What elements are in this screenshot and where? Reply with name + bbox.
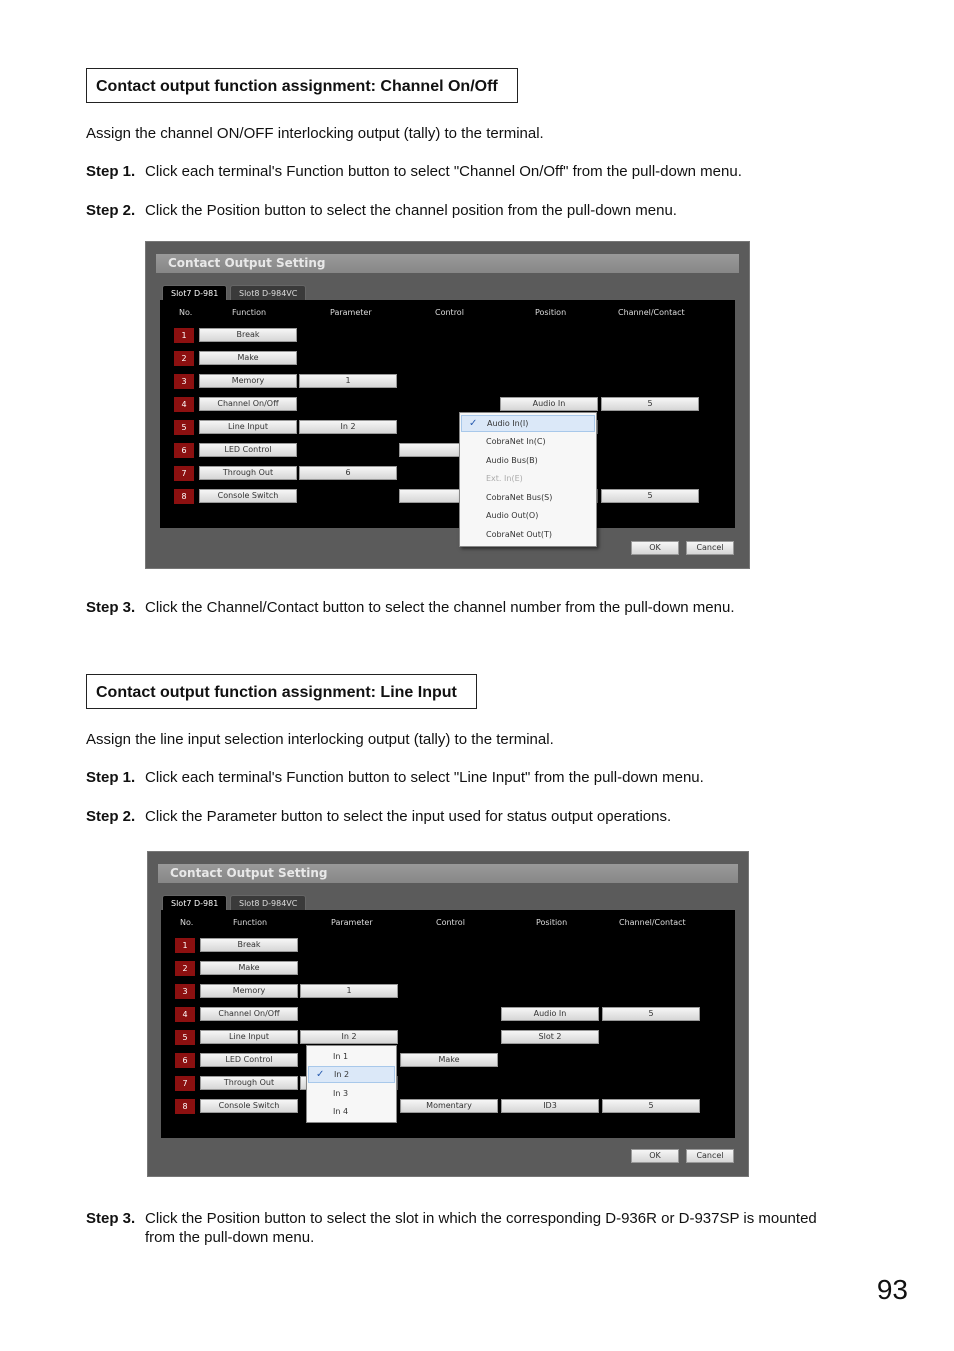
dropdown-option[interactable]: CobraNet Bus(S) xyxy=(486,493,553,502)
section2-intro: Assign the line input selection interlocking output (tally) to the terminal. xyxy=(86,731,554,748)
contact-output-setting-window-1 xyxy=(145,241,750,569)
dropdown-option[interactable]: In 1 xyxy=(333,1052,349,1061)
dropdown-option[interactable]: In 4 xyxy=(333,1107,349,1116)
row-number: 1 xyxy=(174,328,194,343)
checkmark-icon: ✓ xyxy=(316,1069,325,1080)
channel-button[interactable]: 5 xyxy=(601,397,699,411)
row-number: 5 xyxy=(175,1030,195,1045)
row-number: 7 xyxy=(175,1076,195,1091)
tab-slot7[interactable]: Slot7 D-981 xyxy=(162,895,227,910)
step-label: Step 1. xyxy=(86,769,136,786)
function-button[interactable]: Channel On/Off xyxy=(199,397,297,411)
function-button[interactable]: Line Input xyxy=(200,1030,298,1044)
channel-button[interactable]: 5 xyxy=(601,489,699,503)
position-button[interactable]: Audio In xyxy=(501,1007,599,1021)
parameter-button[interactable]: 6 xyxy=(299,466,397,480)
dropdown-option[interactable]: CobraNet In(C) xyxy=(486,437,546,446)
function-button[interactable]: Memory xyxy=(199,374,297,388)
settings-panel xyxy=(160,300,735,528)
column-header-channel: Channel/Contact xyxy=(618,308,685,317)
position-button[interactable]: Slot 2 xyxy=(501,1030,599,1044)
function-button[interactable]: Break xyxy=(199,328,297,342)
ok-button[interactable]: OK xyxy=(631,1149,679,1163)
row-number: 6 xyxy=(175,1053,195,1068)
step-label: Step 3. xyxy=(86,599,136,616)
step-label: Step 3. xyxy=(86,1210,136,1227)
control-button[interactable]: Momentary xyxy=(400,1099,498,1113)
function-button[interactable]: Make xyxy=(200,961,298,975)
row-number: 8 xyxy=(174,489,194,504)
row-number: 3 xyxy=(174,374,194,389)
column-header-parameter: Parameter xyxy=(330,308,372,317)
dropdown-option[interactable]: Audio Out(O) xyxy=(486,511,539,520)
position-dropdown[interactable] xyxy=(459,412,597,547)
control-button[interactable]: Make xyxy=(400,1053,498,1067)
column-header-channel: Channel/Contact xyxy=(619,918,686,927)
window-title: Contact Output Setting xyxy=(158,864,738,883)
row-number: 2 xyxy=(174,351,194,366)
cancel-button[interactable]: Cancel xyxy=(686,541,734,555)
tab-slot7[interactable]: Slot7 D-981 xyxy=(162,285,227,300)
tab-slot8[interactable]: Slot8 D-984VC xyxy=(230,285,306,300)
step-label: Step 2. xyxy=(86,202,136,219)
page-number: 93 xyxy=(876,1274,908,1305)
column-header-no: No. xyxy=(179,308,193,317)
step-label: Step 2. xyxy=(86,808,136,825)
step-text: Click the Parameter button to select the input used for status output operations. xyxy=(145,808,672,825)
function-button[interactable]: Break xyxy=(200,938,298,952)
step-text-continued: from the pull-down menu. xyxy=(145,1229,315,1246)
section1-intro: Assign the channel ON/OFF interlocking output (tally) to the terminal. xyxy=(86,125,544,142)
step-text: Click the Position button to select the channel position from the pull-down menu. xyxy=(145,202,677,219)
function-button[interactable]: Line Input xyxy=(199,420,297,434)
window-title: Contact Output Setting xyxy=(156,254,739,273)
channel-button[interactable]: 5 xyxy=(602,1099,700,1113)
step-text: Click the Channel/Contact button to select the channel number from the pull-down menu. xyxy=(145,599,735,616)
dropdown-option[interactable] xyxy=(308,1066,395,1083)
option-label: Audio In(I) xyxy=(487,419,529,428)
column-header-parameter: Parameter xyxy=(331,918,373,927)
function-button[interactable]: Console Switch xyxy=(200,1099,298,1113)
section2-heading: Contact output function assignment: Line Input xyxy=(86,674,477,709)
column-header-position: Position xyxy=(535,308,567,317)
column-header-function: Function xyxy=(232,308,267,317)
row-number: 4 xyxy=(175,1007,195,1022)
position-button[interactable]: ID3 xyxy=(501,1099,599,1113)
function-button[interactable]: Through Out xyxy=(199,466,297,480)
dropdown-option: Ext. In(E) xyxy=(486,474,523,483)
function-button[interactable]: Console Switch xyxy=(199,489,297,503)
function-button[interactable]: Through Out xyxy=(200,1076,298,1090)
step-text: Click the Position button to select the slot in which the corresponding D-936R or D-937SP is mounted xyxy=(145,1210,817,1227)
function-button[interactable]: LED Control xyxy=(200,1053,298,1067)
column-header-function: Function xyxy=(233,918,268,927)
row-number: 6 xyxy=(174,443,194,458)
column-header-no: No. xyxy=(180,918,194,927)
dropdown-option[interactable]: Audio Bus(B) xyxy=(486,456,538,465)
parameter-button[interactable]: In 2 xyxy=(299,420,397,434)
section1-heading: Contact output function assignment: Channel On/Off xyxy=(86,68,518,103)
parameter-button[interactable]: 1 xyxy=(300,984,398,998)
checkmark-icon: ✓ xyxy=(469,418,478,429)
contact-output-setting-window-2 xyxy=(147,851,749,1177)
dropdown-option[interactable]: CobraNet Out(T) xyxy=(486,530,552,539)
dropdown-option[interactable] xyxy=(461,415,595,432)
parameter-button[interactable]: In 2 xyxy=(300,1030,398,1044)
option-label: In 2 xyxy=(334,1070,350,1079)
row-number: 5 xyxy=(174,420,194,435)
row-number: 8 xyxy=(175,1099,195,1114)
function-button[interactable]: LED Control xyxy=(199,443,297,457)
column-header-control: Control xyxy=(435,308,464,317)
tab-slot8[interactable]: Slot8 D-984VC xyxy=(230,895,306,910)
column-header-control: Control xyxy=(436,918,465,927)
ok-button[interactable]: OK xyxy=(631,541,679,555)
function-button[interactable]: Channel On/Off xyxy=(200,1007,298,1021)
position-button[interactable]: Audio In xyxy=(500,397,598,411)
function-button[interactable]: Memory xyxy=(200,984,298,998)
parameter-dropdown[interactable] xyxy=(306,1045,397,1123)
step-text: Click each terminal's Function button to select "Line Input" from the pull-down menu. xyxy=(145,769,704,786)
step-label: Step 1. xyxy=(86,163,136,180)
cancel-button[interactable]: Cancel xyxy=(686,1149,734,1163)
channel-button[interactable]: 5 xyxy=(602,1007,700,1021)
row-number: 7 xyxy=(174,466,194,481)
column-header-position: Position xyxy=(536,918,568,927)
row-number: 2 xyxy=(175,961,195,976)
step-text: Click each terminal's Function button to select "Channel On/Off" from the pull-down menu. xyxy=(145,163,742,180)
parameter-button[interactable]: 1 xyxy=(299,374,397,388)
row-number: 3 xyxy=(175,984,195,999)
dropdown-option[interactable]: In 3 xyxy=(333,1089,349,1098)
row-number: 1 xyxy=(175,938,195,953)
function-button[interactable]: Make xyxy=(199,351,297,365)
settings-panel xyxy=(161,910,735,1138)
row-number: 4 xyxy=(174,397,194,412)
